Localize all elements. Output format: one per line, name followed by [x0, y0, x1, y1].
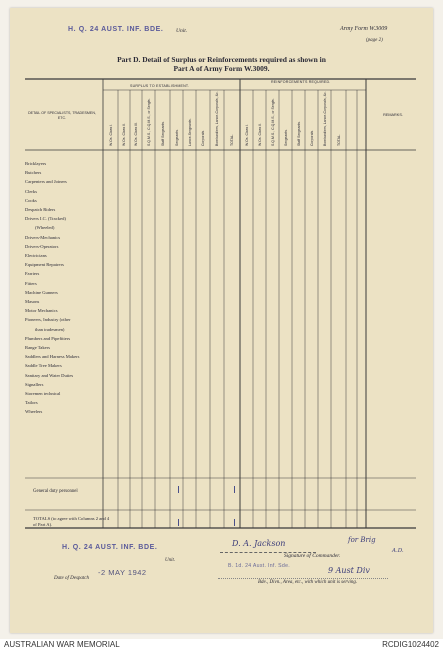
entry-mark: [178, 486, 179, 493]
column-header: Lance-Sergeants.: [187, 118, 192, 146]
surplus-header: SURPLUS TO ESTABLISHMENT.: [130, 84, 190, 88]
row-label: Motor Mechanics: [25, 308, 58, 314]
column-header: W.Os. Class I.: [108, 123, 113, 146]
row-label: Fitters: [25, 280, 37, 286]
handwritten-abbr: A.D.: [392, 548, 404, 554]
totals-label: TOTALS (to agree with Columns 2 and 4 of Part A).: [33, 516, 110, 527]
column-header: Staff Sergeants.: [160, 120, 165, 146]
handwritten-division: 9 Aust Div: [328, 566, 370, 575]
row-label: Drivers I.C. (Tracked): [25, 216, 66, 222]
entry-mark: [234, 519, 235, 526]
entry-mark: [178, 519, 179, 526]
row-label: Plumbers and Pipefitters: [25, 335, 71, 341]
form-title-line1: Part D. Detail of Surplus or Reinforcements required as shown in: [117, 55, 326, 64]
row-label: Cooks: [25, 197, 37, 203]
row-label: (Wheeled): [35, 225, 55, 231]
column-header: Corporals.: [201, 129, 205, 146]
general-duty-label: General duty personnel: [33, 489, 78, 494]
row-label: Drivers-Mechanics: [25, 234, 61, 240]
row-label: Drivers-Operators: [25, 243, 59, 249]
row-label: Clerks: [25, 188, 37, 194]
column-header: W.Os. Class III.: [134, 121, 138, 146]
column-header: Sergeants.: [174, 129, 179, 146]
date-of-despatch-label: Date of Despatch: [54, 576, 89, 581]
row-label: Sanitary and Water Duties: [25, 372, 74, 378]
row-label: Carpenters and Joiners: [25, 179, 67, 185]
column-header: W.Os. Class II.: [122, 122, 126, 146]
row-label: Signallers: [25, 381, 44, 387]
column-header: S.Q.M.S., C.Q.M.S., or Sergts.: [270, 98, 275, 146]
unit-label: Unit.: [176, 28, 188, 34]
row-label: Despatch Riders: [25, 207, 56, 212]
row-label: Storemen technical: [25, 391, 61, 396]
row-label: Wheelers: [25, 409, 43, 415]
row-label: Saddle Tree Makers: [25, 363, 62, 369]
archive-reference: RCDIG1024402: [382, 640, 439, 649]
unit-label-bottom: Unit.: [165, 558, 176, 563]
row-label: Saddlers and Harness Makers: [25, 354, 80, 360]
row-label: Bricklayers: [25, 161, 47, 166]
row-label: Range Takers: [25, 345, 50, 350]
column-header: S.Q.M.S., C.Q.M.S., or Sergts.: [146, 98, 151, 146]
unit-stamp-bottom: H. Q. 24 AUST. INF. BDE.: [62, 544, 158, 551]
row-label: Pioneers, Industry (other: [25, 317, 71, 323]
row-label: than tradesmen): [35, 326, 65, 332]
form-number: Army Form W.3009: [340, 26, 388, 32]
row-label: Farriers: [25, 271, 40, 277]
entry-mark: [234, 486, 235, 493]
date-of-despatch-stamp: -2 MAY 1942: [98, 568, 147, 577]
page-number: (page 2): [366, 38, 383, 43]
archive-name: AUSTRALIAN WAR MEMORIAL: [4, 640, 120, 649]
handwritten-for: for Brig: [348, 536, 376, 544]
column-header: Corporals.: [309, 129, 314, 146]
archive-footer: [0, 639, 443, 653]
formation-stamp: B. 1d. 24 Aust. Inf. Sde.: [228, 563, 291, 569]
row-label: Tailors: [25, 400, 38, 406]
signature-label: Signature of Commander.: [284, 553, 341, 559]
remarks-header: REMARKS.: [383, 113, 403, 117]
row-label: Masons: [25, 299, 40, 304]
formation-line: [218, 578, 388, 579]
column-header: TOTAL.: [230, 134, 234, 146]
column-header: Bombardiers, Lance-Corporals, &c.: [322, 91, 327, 146]
row-label: Equipment Repairers: [25, 262, 64, 268]
form-title-line2: Part A of Army Form W.3009.: [173, 64, 270, 73]
unit-stamp: H. Q. 24 AUST. INF. BDE.: [68, 26, 164, 33]
column-header: Staff Sergeants.: [296, 120, 301, 146]
row-label: Butchers: [25, 170, 42, 176]
column-header: TOTAL.: [336, 134, 341, 146]
column-header: W.Os. Class II.: [257, 122, 262, 146]
row-label: Machine Gunners: [25, 289, 58, 295]
reinforcements-header: REINFORCEMENTS REQUIRED.: [271, 80, 331, 84]
column-header: W.Os. Class I.: [244, 123, 249, 146]
column-header: Sergeants.: [283, 129, 288, 146]
handwritten-signature: D. A. Jackson: [232, 539, 286, 548]
formation-label: Bde., Divn., Area, etc., with which unit is serving.: [258, 580, 358, 585]
column-header: Bombardiers, Lance-Corporals, &c.: [215, 91, 219, 146]
row-label: Electricians: [25, 253, 47, 258]
specialists-header: DETAIL OF SPECIALISTS, TRADESMEN, ETC.: [28, 111, 96, 120]
